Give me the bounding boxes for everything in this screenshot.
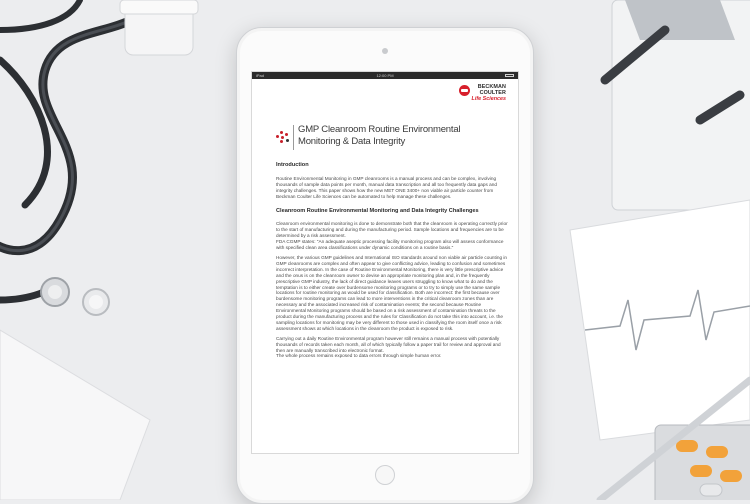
pill-bottle-icon [120, 0, 198, 55]
logo-line-1: BECKMAN [477, 84, 506, 90]
paragraph: However, the various GMP guidelines and International ISO standards around non viable air particle counting in GMP cleanrooms are complex and often appear to give conflicting advice, leading to confusion and sometimes incorrect interpretation. In the case of Routine Environmental Monitoring, there is very little prescriptive advice and the onus is on the cleanroom owner to devise an appropriate monitoring plan and, in the frequently prescriptive GMP industry, the lack of direct guidance leaves users struggling to know what to do and the temptation is to either create over burdensome monitoring programs or to try to simply use the same sample locations for routine monitoring as would be used for classification. Both are incorrect: the first because over burdensome monitoring programs can lead to more interventions in the critical cleanroom zones than are necessary and the associated increased risk of contamination events; the second because Routine Environmental Monitoring programs should be based on a risk assessment of contamination threats to the product during the manufacturing process and the rules for Classification do not take this into account, i.e. the sampling locations for monitoring may be very different to those used in classifying the room itself once a risk assessment shows at which locations in the cleanroom the product is exposed to risk. [276, 254, 508, 331]
chestpiece-icon [0, 278, 109, 315]
tablet-device [236, 27, 534, 504]
section-heading-introduction: Introduction [276, 162, 309, 168]
tablet-screen[interactable] [251, 71, 519, 454]
status-clock: 12:00 PM [376, 73, 394, 78]
home-button[interactable] [375, 465, 395, 485]
carrier-label: iPad [256, 73, 265, 78]
beckman-coulter-logo [446, 83, 506, 102]
document-title-block [276, 123, 496, 151]
document-title: GMP Cleanroom Routine Environmental Monitoring & Data Integrity [298, 124, 461, 147]
section-heading-challenges: Cleanroom Routine Environmental Monitoring and Data Integrity Challenges [276, 207, 479, 214]
logo-mark-icon [459, 85, 470, 96]
battery-icon [505, 74, 514, 77]
paragraph: Carrying out a daily Routine Environmental program however still remains a manual process with potentially thousands of records taken each month, all of which typically follow a paper trail for review and approval and then are manually transcribed into electronic format. The whole process remains exposed to data errors through simple human error. [276, 335, 501, 359]
status-bar [252, 72, 518, 79]
paper-sheet [0, 330, 150, 500]
title-divider [293, 125, 294, 150]
logo-line-2: COULTER [479, 89, 506, 96]
paragraph: Cleanroom environmental monitoring is done to demonstrate both that the cleanroom is operating correctly prior to the start of manufacturing and during the manufacturing period. Sample locations and frequencies are to be determined by a risk assessment. FDA CGMP states: "An adequate aseptic processing facility monitoring program also will assess conformance with specified clean area classifications under dynamic conditions on a routine basis." [276, 221, 508, 251]
pill-pack-icon [655, 425, 750, 500]
camera-icon [382, 48, 388, 54]
particle-dots-icon [276, 130, 290, 144]
clipboard-icon [605, 0, 750, 210]
paragraph: Routine Environmental Monitoring in GMP cleanrooms is a manual process and can be complex, involving thousands of sample data points per month, manual data transcription and all too frequently data gaps and integrity challenges. This paper shows how the new MET ONE 3400+ non viable air particle counter from Beckman Coulter Life Sciences can be automated to help manage these challenges. [276, 175, 497, 199]
document-body [276, 163, 508, 363]
logo-line-3: Life Sciences [471, 96, 506, 103]
